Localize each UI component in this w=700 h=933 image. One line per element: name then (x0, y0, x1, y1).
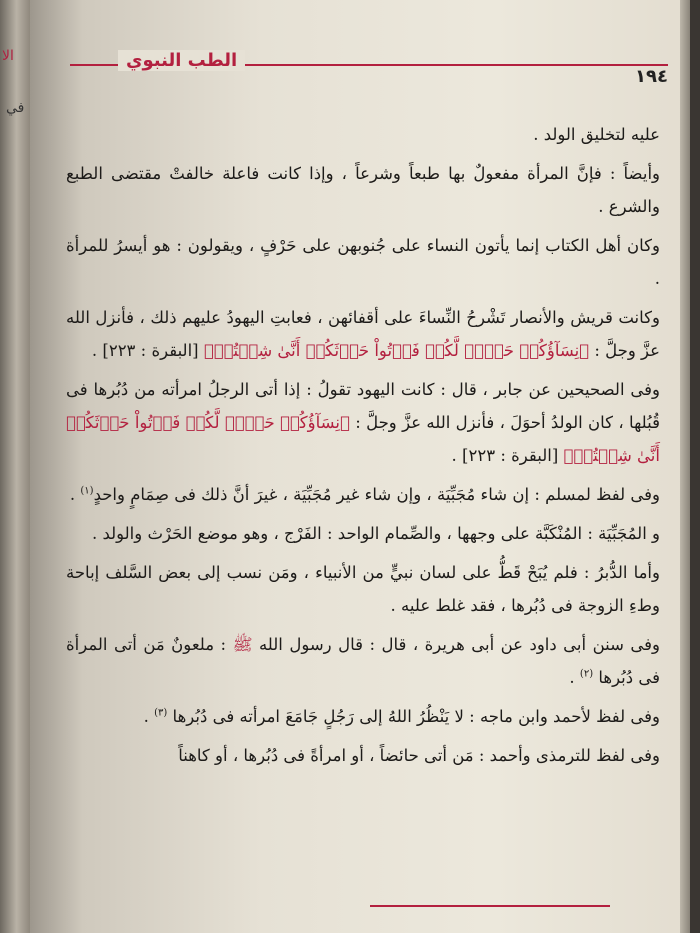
text-run: وفى لفظ لأحمد وابن ماجه : لا يَنْظُرُ اللهُ إلى رَجُلٍ جَامَعَ امرأته فى دُبُرها (167, 707, 660, 726)
text-run: [البقرة : ٢٢٣] . (451, 446, 564, 465)
footnote-marker: (١) (80, 485, 94, 497)
text-run: [البقرة : ٢٢٣] . (91, 341, 204, 360)
footnote-marker: (٣) (154, 707, 168, 719)
text-run: وفى لفظ للترمذى وأحمد : مَن أتى حائضاً ، أو امرأةً فى دُبُرها ، أو كاهناً (178, 746, 660, 765)
text-run: وفى لفظ لمسلم : إن شاء مُجَبِّيَة ، وإن شاء غير مُجَبِّيَة ، غيرَ أنَّ ذلك فى صِمَامٍ واحدٍ (93, 485, 660, 504)
running-title: الطب النبوي (118, 50, 245, 71)
paragraph (66, 556, 660, 622)
paragraph (66, 628, 660, 694)
paragraph (66, 700, 660, 733)
facing-page-header-fragment: الا (2, 48, 14, 64)
text-run: . (69, 485, 81, 504)
body-text (66, 118, 660, 778)
page-edge-shadow (680, 0, 690, 933)
text-run: وكانت قريش والأنصار تَشْرحُ النِّساءَ على أقفائهن ، فعابتِ اليهودُ عليهم ذلك ، فأنزل الله عزَّ وجلَّ : (66, 308, 660, 360)
footnote-marker: (٢) (579, 668, 594, 680)
text-run: وفى الصحيحين عن جابر ، قال : كانت اليهود تقولُ : إذا أتى الرجلُ امرأته من دُبُرها فى قُبُلها ، كان الولدُ أحوَلَ ، فأنزل الله عزَّ وجلَّ : (66, 380, 661, 432)
quran-verse: ﴿نِسَآؤُكُمۡ حَرۡثٞ لَّكُمۡ فَأۡتُواْ حَرۡثَكُمۡ أَنَّىٰ شِئۡتُمۡ﴾ (66, 413, 660, 465)
paragraph (66, 739, 660, 772)
paragraph (66, 118, 660, 151)
text-run: وأما الدُّبرُ : فلم يُبَحْ قَطُّ على لسان نبيٍّ من الأنبياء ، ومَن نسب إلى بعض السَّلف إباحة وطءِ الزوجة فى دُبُرها ، فقد غلط عليه . (66, 563, 660, 615)
book-page (30, 0, 690, 933)
quran-verse: ﴿نِسَآؤُكُمۡ حَرۡثٞ لَّكُمۡ فَأۡتُواْ حَرۡثَكُمۡ أَنَّىٰ شِئۡتُمۡ﴾ (203, 341, 590, 360)
text-run: : ملعونٌ مَن أتى المرأة فى دُبُرها (66, 635, 660, 687)
paragraph (66, 229, 660, 295)
page-number: ١٩٤ (635, 66, 668, 87)
honorific-symbol: ﷺ (232, 635, 253, 654)
text-run: وأيضاً : فإنَّ المرأة مفعولٌ بها طبعاً وشرعاً ، وإذا كانت فاعلة خالفتْ مقتضى الطبع والشرع . (66, 164, 660, 216)
paragraph (66, 301, 660, 367)
paragraph (66, 517, 660, 550)
facing-page-text-fragment: في (6, 100, 25, 116)
page-header (70, 46, 668, 86)
text-run: عليه لتخليق الولد . (533, 125, 660, 144)
text-run: وفى سنن أبى داود عن أبى هريرة ، قال : قال رسول الله (252, 635, 660, 654)
text-run: و المُجَبِّيَة : المُنْكَبَّة على وجهها ، والصِّمام الواحد : الفَرْج ، وهو موضع الحَرْث والولد . (91, 524, 660, 543)
text-run: . (569, 668, 580, 687)
paragraph (66, 373, 660, 472)
text-run: . (143, 707, 155, 726)
paragraph (66, 157, 660, 223)
facing-page-edge (0, 0, 30, 933)
footnote-rule (370, 905, 610, 907)
text-run: وكان أهل الكتاب إنما يأتون النساء على جُنوبهن على حَرْفٍ ، ويقولون : هو أيسرُ للمرأة . (66, 236, 660, 288)
paragraph (66, 478, 660, 511)
